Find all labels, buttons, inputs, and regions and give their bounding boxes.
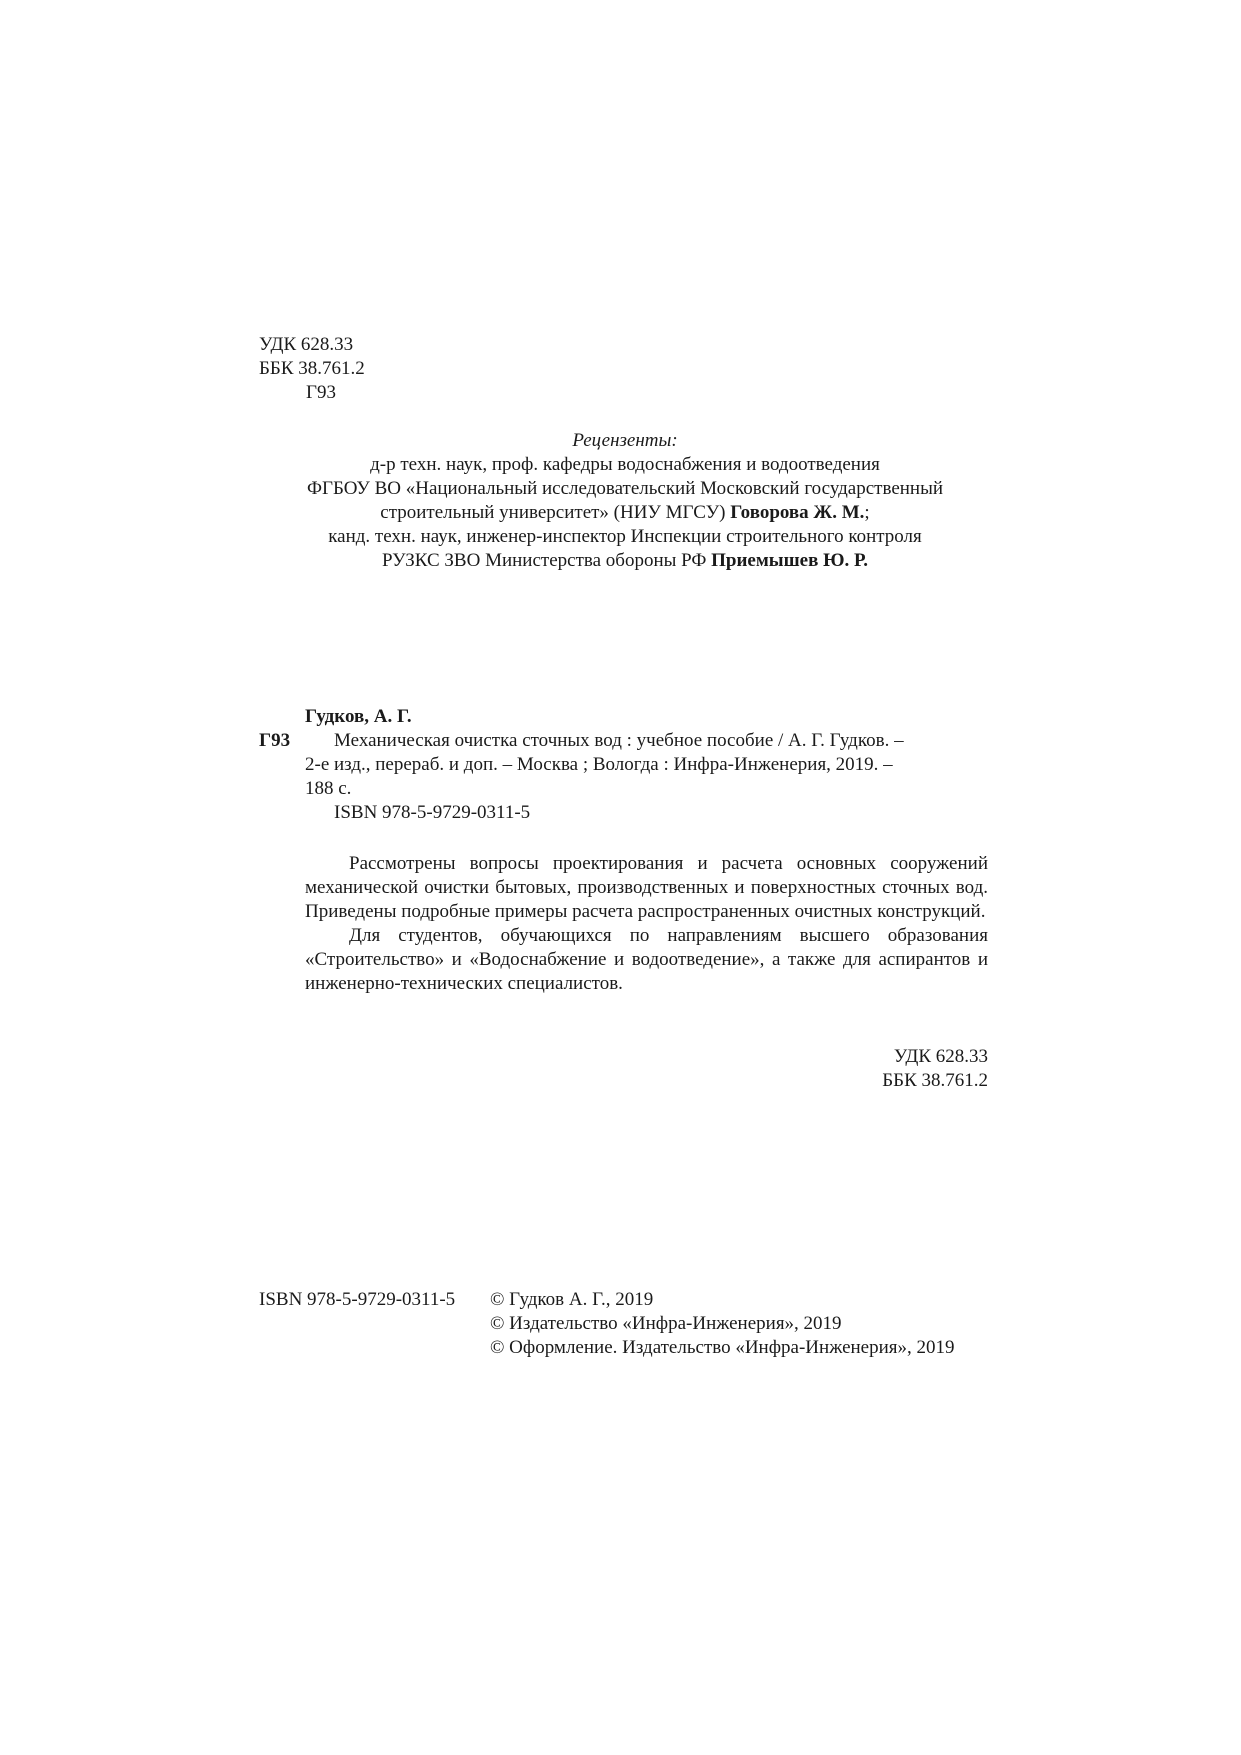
reviewer-separator: ; (864, 502, 870, 523)
reviewer-name-2: Приемышев Ю. Р. (711, 550, 869, 571)
record-title: Механическая очистка сточных вод : учебное пособие / А. Г. Гудков. – (334, 730, 904, 751)
reviewers-title: Рецензенты: (572, 430, 678, 451)
udk-code-footer: УДК 628.33 (893, 1046, 988, 1067)
copyright-author: © Гудков А. Г., 2019 (490, 1289, 654, 1310)
bibliographic-record (259, 705, 989, 825)
reviewer-line-5 (260, 549, 990, 573)
record-author: Гудков, А. Г. (305, 706, 412, 727)
udk-code: УДК 628.33 (259, 334, 354, 355)
record-line-1 (259, 729, 989, 753)
copyright-block (490, 1288, 955, 1360)
copyright-publisher: © Издательство «Инфра-Инженерия», 2019 (490, 1313, 842, 1334)
record-isbn: ISBN 978-5-9729-0311-5 (334, 802, 531, 823)
copyright-design: © Оформление. Издательство «Инфра-Инженерия», 2019 (490, 1337, 955, 1358)
cutter-mark: Г93 (306, 382, 336, 403)
abstract-paragraph-2: Для студентов, обучающихся по направлениям высшего образования «Строительство» и «Водоснабжение и водоотведение», а также для аспирантов и инженерно-технических специалистов. (305, 925, 988, 994)
record-cutter-code: Г93 (259, 730, 291, 751)
record-line-2: 2-е изд., перераб. и доп. – Москва ; Вологда : Инфра-Инженерия, 2019. – (305, 754, 893, 775)
record-line-3: 188 с. (305, 778, 352, 799)
reviewer-line-1: д-р техн. наук, проф. кафедры водоснабжения и водоотведения (370, 454, 880, 475)
classification-header (259, 333, 365, 405)
bbk-code: ББК 38.761.2 (259, 358, 365, 379)
abstract (305, 852, 988, 996)
reviewer-line-3 (260, 501, 990, 525)
imprint-isbn: ISBN 978-5-9729-0311-5 (259, 1289, 456, 1310)
reviewers-block (260, 429, 990, 573)
reviewer-line-4: канд. техн. наук, инженер-инспектор Инспекции строительного контроля (328, 526, 922, 547)
reviewer-line-2: ФГБОУ ВО «Национальный исследовательский Московский государственный (306, 478, 944, 499)
reviewer-affiliation-1: строительный университет» (НИУ МГСУ) (380, 502, 731, 523)
bbk-code-footer: ББК 38.761.2 (882, 1070, 988, 1091)
reviewer-name-1: Говорова Ж. М. (730, 502, 865, 523)
reviewer-affiliation-2: РУЗКС ЗВО Министерства обороны РФ (381, 550, 712, 571)
classification-footer (882, 1045, 988, 1093)
abstract-paragraph-1: Рассмотрены вопросы проектирования и расчета основных сооружений механической очистки бытовых, производственных и поверхностных сточных вод. Приведены подробные примеры расчета распространенных очистных конструкций. (305, 853, 988, 922)
